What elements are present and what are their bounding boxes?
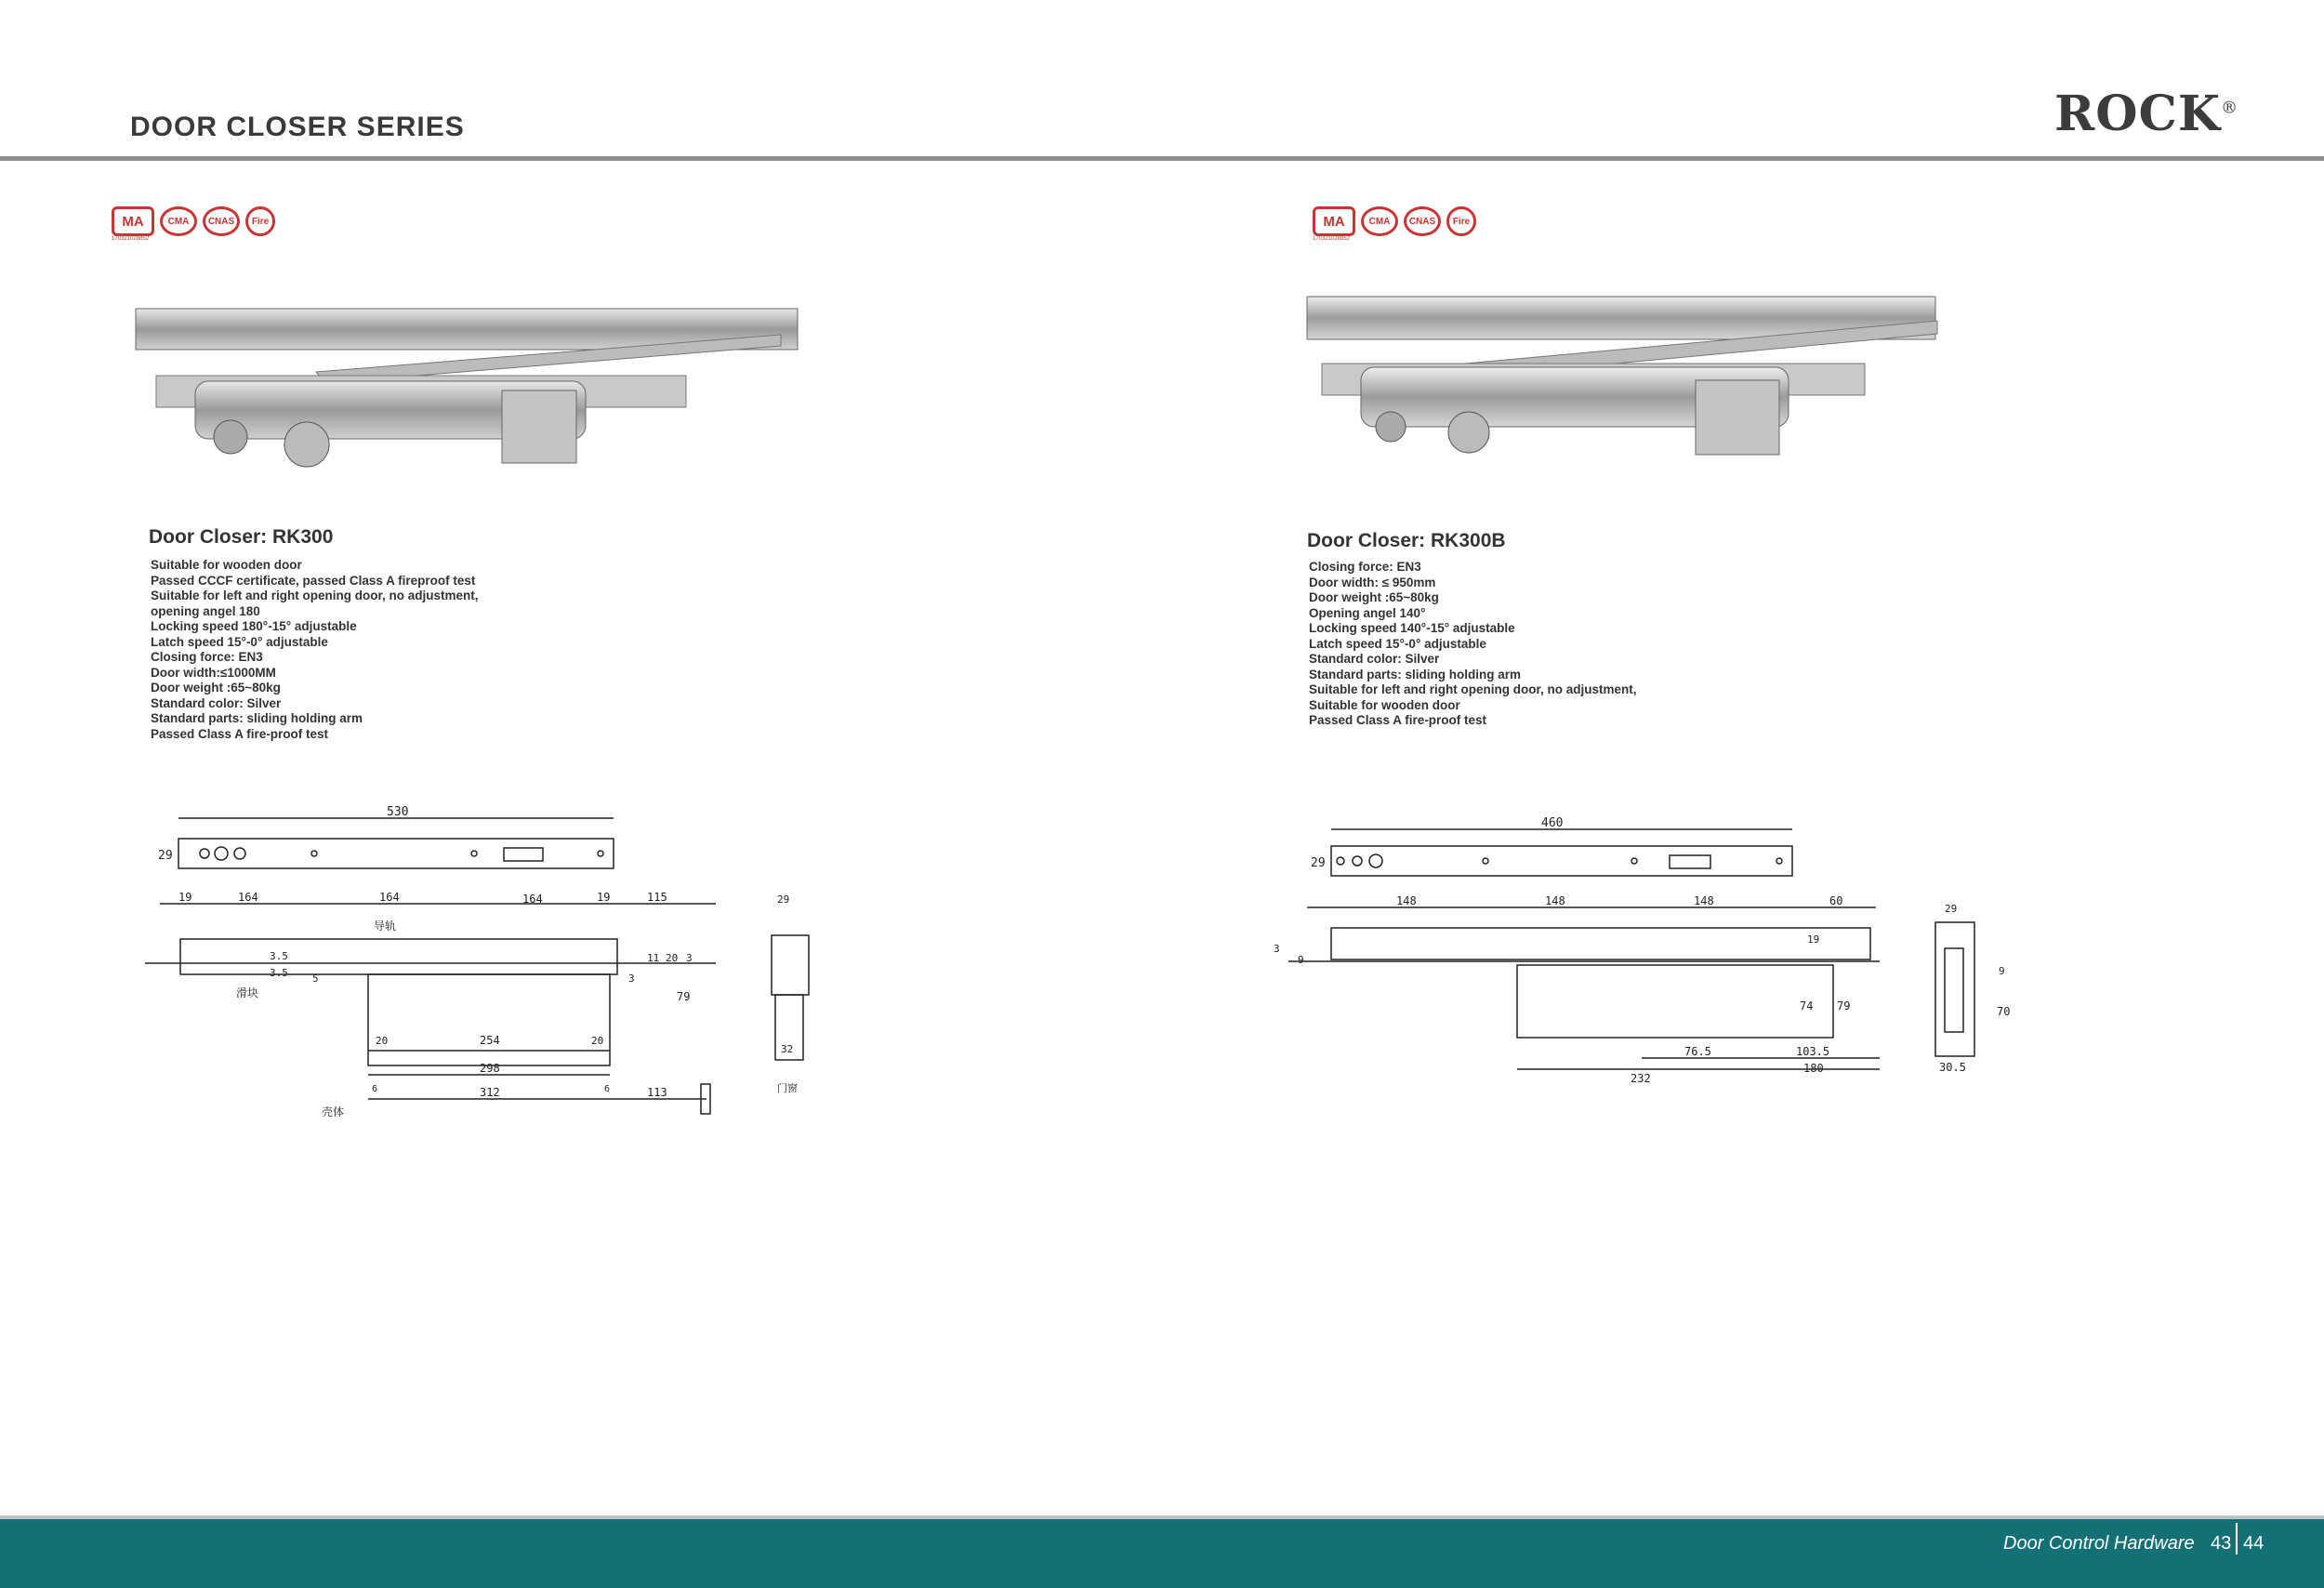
dim-side-width: 29 bbox=[1945, 903, 1958, 915]
footer-text: Door Control Hardware bbox=[2003, 1533, 2195, 1554]
dim: 164 bbox=[379, 891, 400, 904]
spec-item: Suitable for wooden door bbox=[1309, 697, 1460, 712]
dim: 79 bbox=[1837, 999, 1851, 1012]
dim: 164 bbox=[522, 893, 543, 906]
dim: 3.5 bbox=[270, 950, 288, 962]
dim: 30.5 bbox=[1939, 1061, 1966, 1074]
label-housing: 壳体 bbox=[322, 1105, 345, 1118]
dim-rail-height: 29 bbox=[1311, 856, 1326, 870]
dim: 298 bbox=[480, 1062, 500, 1075]
dim: 70 bbox=[1997, 1005, 2011, 1018]
spec-item: Closing force: EN3 bbox=[1309, 560, 1421, 574]
dim: 148 bbox=[1694, 894, 1714, 907]
dim: 148 bbox=[1396, 894, 1417, 907]
spec-item: Passed Class A fire-proof test bbox=[1309, 713, 1487, 727]
spec-item: Door width:≤1000MM bbox=[151, 665, 276, 680]
cma-seal-icon: CMA bbox=[160, 206, 197, 236]
spec-item: Door weight :65~80kg bbox=[1309, 590, 1439, 604]
brand-logo: ROCK® bbox=[2054, 86, 2239, 142]
dim-rail-height: 29 bbox=[158, 849, 173, 863]
spec-item: Passed Class A fire-proof test bbox=[151, 726, 329, 741]
spec-list-rk300b bbox=[1309, 560, 1637, 729]
dim: 312 bbox=[480, 1086, 500, 1099]
dim: 148 bbox=[1545, 894, 1565, 907]
cnas-badge-icon: CNAS bbox=[203, 206, 240, 236]
spec-item: Suitable for left and right opening door, no adjustment, bbox=[1309, 682, 1637, 696]
dim: 9 bbox=[1999, 965, 2005, 977]
rk300-product-image bbox=[130, 298, 799, 474]
label-rail: 导轨 bbox=[374, 920, 397, 933]
dim: 74 bbox=[1800, 999, 1814, 1012]
dim-side-width: 29 bbox=[777, 893, 790, 906]
cert-code: 170321028852 bbox=[1313, 236, 1351, 242]
dim: 6 bbox=[604, 1084, 611, 1094]
spec-item: Door width: ≤ 950mm bbox=[1309, 575, 1436, 589]
label-slider: 滑块 bbox=[236, 986, 259, 999]
cma-badge-icon: MA bbox=[112, 206, 154, 236]
spec-item: Suitable for wooden door bbox=[151, 558, 302, 572]
dim: 19 bbox=[178, 891, 192, 904]
spec-item: Standard parts: sliding holding arm bbox=[151, 711, 363, 725]
cma-badge-icon: MA bbox=[1313, 206, 1355, 236]
product-title-rk300: Door Closer: RK300 bbox=[149, 526, 334, 548]
page-separator bbox=[2236, 1523, 2238, 1555]
dim: 3 bbox=[628, 973, 635, 985]
spec-item: Locking speed 140°-15° adjustable bbox=[1309, 621, 1515, 635]
dim: 6 bbox=[372, 1084, 378, 1094]
spec-item: opening angel 180 bbox=[151, 603, 260, 618]
page-number-right: 44 bbox=[2243, 1533, 2265, 1554]
dim: 20 bbox=[376, 1035, 389, 1047]
spec-item: Latch speed 15°-0° adjustable bbox=[151, 634, 328, 649]
dim: 3.5 bbox=[270, 967, 288, 979]
dim: 5 bbox=[312, 973, 319, 985]
footer-bar bbox=[0, 1515, 2324, 1588]
rk300-technical-drawing bbox=[139, 800, 827, 1125]
dim: 180 bbox=[1803, 1062, 1824, 1075]
spec-item: Passed CCCF certificate, passed Class A fireproof test bbox=[151, 573, 476, 588]
dim: 19 bbox=[1807, 933, 1820, 946]
dim: 103.5 bbox=[1796, 1045, 1830, 1058]
spec-item: Standard parts: sliding holding arm bbox=[1309, 667, 1522, 682]
spec-item: Closing force: EN3 bbox=[151, 650, 263, 664]
dim: 32 bbox=[781, 1043, 794, 1055]
dim-overall-length: 530 bbox=[387, 805, 409, 819]
dim: 115 bbox=[647, 891, 667, 904]
fire-cert-icon: Fire bbox=[245, 206, 275, 236]
rk300b-product-image bbox=[1305, 293, 1974, 470]
spec-item: Opening angel 140° bbox=[1309, 605, 1426, 620]
spec-item: Standard color: Silver bbox=[1309, 652, 1440, 666]
spec-item: Standard color: Silver bbox=[151, 695, 282, 710]
header-rule bbox=[0, 156, 2324, 161]
spec-list-rk300 bbox=[151, 558, 479, 742]
certification-badges-right bbox=[1313, 206, 1476, 242]
cert-code: 170321028852 bbox=[112, 236, 150, 242]
dim: 76.5 bbox=[1684, 1045, 1711, 1058]
dim: 164 bbox=[238, 891, 258, 904]
dim: 60 bbox=[1829, 894, 1843, 907]
dim: 3 bbox=[1274, 943, 1280, 955]
page-number-left: 43 bbox=[2211, 1533, 2232, 1554]
dim: 113 bbox=[647, 1086, 667, 1099]
fire-cert-icon: Fire bbox=[1446, 206, 1476, 236]
dim: 79 bbox=[677, 990, 691, 1003]
dim-overall-length: 460 bbox=[1541, 816, 1564, 830]
dim: 232 bbox=[1631, 1072, 1651, 1085]
cma-seal-icon: CMA bbox=[1361, 206, 1398, 236]
dim: 20 bbox=[591, 1035, 604, 1047]
product-title-rk300b: Door Closer: RK300B bbox=[1307, 530, 1506, 551]
dim: 254 bbox=[480, 1034, 500, 1047]
dim: 19 bbox=[597, 891, 611, 904]
spec-item: Door weight :65~80kg bbox=[151, 681, 281, 695]
dim: 9 bbox=[1298, 954, 1304, 966]
cnas-badge-icon: CNAS bbox=[1404, 206, 1441, 236]
spec-item: Latch speed 15°-0° adjustable bbox=[1309, 636, 1486, 651]
certification-badges-left bbox=[112, 206, 275, 242]
spec-item: Suitable for left and right opening door, no adjustment, bbox=[151, 589, 479, 602]
dim: 3 bbox=[686, 952, 693, 964]
series-title: DOOR CLOSER SERIES bbox=[130, 112, 465, 142]
dim: 11 bbox=[647, 952, 660, 964]
dim: 20 bbox=[666, 952, 679, 964]
label-door: 门窗 bbox=[777, 1082, 798, 1094]
rk300b-technical-drawing bbox=[1270, 809, 2032, 1097]
spec-item: Locking speed 180°-15° adjustable bbox=[151, 619, 357, 633]
